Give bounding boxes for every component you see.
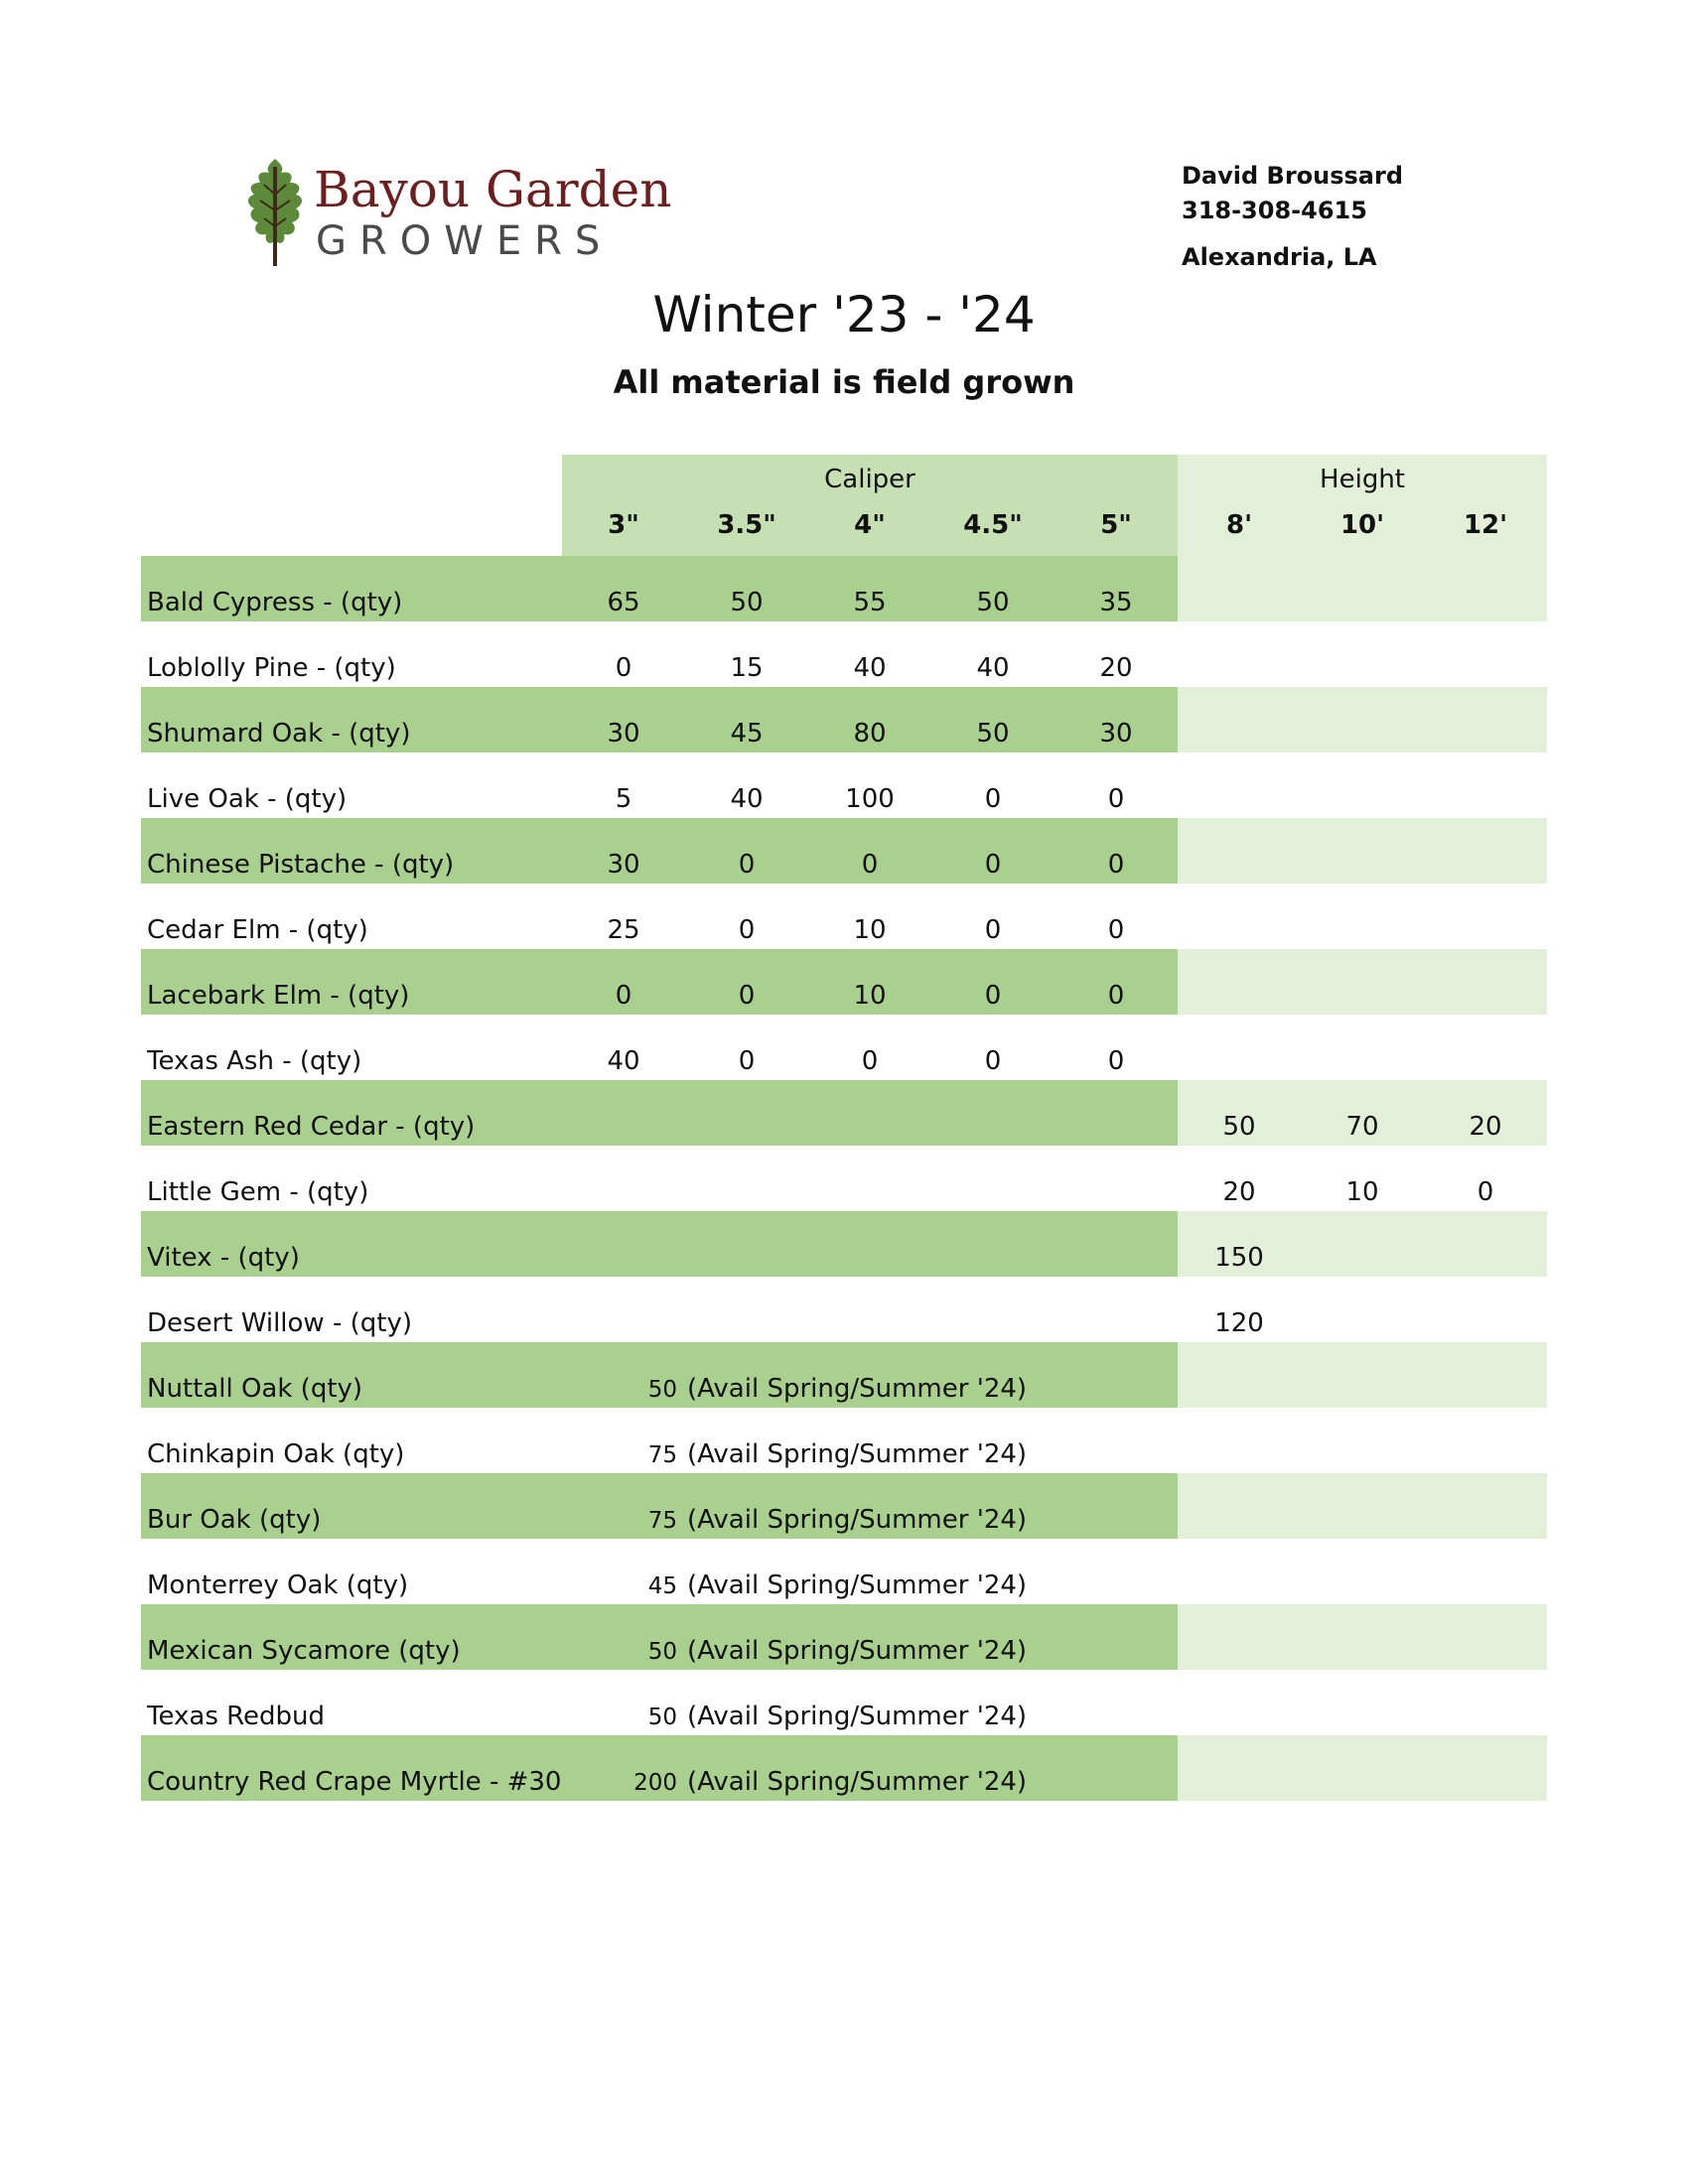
caliper-qty	[685, 1211, 808, 1277]
availability-row	[141, 1408, 1547, 1473]
plant-name: Lacebark Elm - (qty)	[141, 949, 562, 1015]
contact-name: David Broussard	[1182, 162, 1404, 190]
height-qty	[1178, 556, 1301, 621]
plant-name: Monterrey Oak (qty)	[147, 1570, 409, 1600]
plant-name: Nuttall Oak (qty)	[141, 1342, 562, 1408]
caliper-qty	[1055, 1146, 1178, 1211]
availability-row	[141, 1735, 1547, 1801]
height-qty: 70	[1301, 1080, 1424, 1146]
height-qty	[1301, 818, 1424, 884]
caliper-group-label: Caliper	[562, 455, 1178, 494]
caliper-qty: 65	[562, 556, 685, 621]
caliper-qty	[808, 1277, 931, 1342]
caliper-qty	[562, 1080, 685, 1146]
caliper-qty: 30	[562, 687, 685, 752]
availability-qty: 75	[647, 1508, 677, 1534]
caliper-qty	[562, 1146, 685, 1211]
caliper-qty: 5	[615, 784, 633, 814]
availability-note: (Avail Spring/Summer '24)	[687, 1767, 1028, 1797]
table-row	[141, 752, 1547, 818]
table-row	[141, 621, 1547, 687]
height-qty	[1424, 556, 1547, 621]
empty-height-cell	[1178, 1408, 1547, 1473]
empty-height-cell	[1178, 1473, 1547, 1539]
caliper-size-header: 3"	[562, 494, 685, 556]
caliper-qty	[808, 1146, 931, 1211]
caliper-qty: 0	[562, 949, 685, 1015]
availability-note: (Avail Spring/Summer '24)	[687, 1702, 1028, 1731]
company-logo	[242, 155, 672, 274]
plant-name: Eastern Red Cedar - (qty)	[141, 1080, 562, 1146]
caliper-qty: 0	[984, 915, 1002, 945]
height-qty	[1301, 1015, 1424, 1080]
height-qty	[1424, 884, 1547, 949]
table-row	[141, 884, 1547, 949]
contact-location: Alexandria, LA	[1182, 243, 1377, 271]
caliper-qty	[685, 1277, 808, 1342]
availability-qty: 200	[633, 1770, 677, 1796]
availability-qty: 50	[647, 1377, 677, 1403]
empty-height-cell	[1178, 1539, 1547, 1604]
availability-cell	[562, 1604, 1178, 1670]
table-row	[141, 818, 1547, 884]
availability-cell	[562, 1342, 1178, 1408]
caliper-qty: 0	[1107, 784, 1125, 814]
plant-name: Shumard Oak - (qty)	[141, 687, 562, 752]
table-row	[141, 687, 1547, 752]
caliper-qty	[685, 1080, 808, 1146]
plant-name: Chinese Pistache - (qty)	[141, 818, 562, 884]
caliper-qty: 0	[931, 818, 1055, 884]
empty-height-cell	[1178, 1342, 1547, 1408]
empty-height-cell	[1178, 1604, 1547, 1670]
availability-note: (Avail Spring/Summer '24)	[687, 1505, 1028, 1535]
height-qty: 50	[1178, 1080, 1301, 1146]
availability-note: (Avail Spring/Summer '24)	[687, 1439, 1028, 1469]
availability-qty: 50	[647, 1639, 677, 1665]
plant-name: Little Gem - (qty)	[147, 1177, 369, 1207]
caliper-qty: 40	[853, 653, 887, 683]
height-qty	[1301, 556, 1424, 621]
plant-name: Live Oak - (qty)	[147, 784, 348, 814]
availability-row	[141, 1604, 1547, 1670]
plant-name: Loblolly Pine - (qty)	[147, 653, 396, 683]
caliper-qty: 80	[808, 687, 931, 752]
empty-height-cell	[1178, 1670, 1547, 1735]
height-qty	[1301, 687, 1424, 752]
plant-name: Texas Ash - (qty)	[147, 1046, 362, 1076]
table-row	[141, 1146, 1547, 1211]
caliper-qty	[1055, 1080, 1178, 1146]
height-qty	[1178, 818, 1301, 884]
height-size-header: 8'	[1178, 494, 1301, 556]
height-qty	[1424, 949, 1547, 1015]
caliper-qty: 10	[808, 949, 931, 1015]
caliper-qty: 0	[738, 915, 756, 945]
height-qty: 150	[1178, 1211, 1301, 1277]
caliper-qty	[1055, 1277, 1178, 1342]
plant-name: Desert Willow - (qty)	[147, 1308, 412, 1338]
caliper-qty: 0	[1055, 949, 1178, 1015]
availability-note: (Avail Spring/Summer '24)	[687, 1636, 1028, 1666]
inventory-table	[141, 455, 1547, 1801]
caliper-qty: 0	[685, 818, 808, 884]
height-qty	[1301, 1211, 1424, 1277]
group-header-row	[141, 455, 1547, 494]
availability-qty: 75	[647, 1442, 677, 1468]
availability-cell	[562, 1539, 1178, 1604]
height-qty	[1424, 752, 1547, 818]
height-size-header: 12'	[1424, 494, 1547, 556]
table-row	[141, 556, 1547, 621]
height-qty: 0	[1477, 1177, 1494, 1207]
leaf-icon	[242, 155, 308, 270]
caliper-size-header: 5"	[1055, 494, 1178, 556]
contact-phone: 318-308-4615	[1182, 197, 1367, 224]
caliper-size-header: 3.5"	[685, 494, 808, 556]
availability-row	[141, 1670, 1547, 1735]
height-qty	[1424, 621, 1547, 687]
caliper-qty: 0	[984, 784, 1002, 814]
availability-qty: 45	[647, 1573, 677, 1599]
page-title: Winter '23 - '24	[652, 286, 1036, 343]
contact-block	[1182, 159, 1403, 275]
caliper-qty: 20	[1099, 653, 1133, 683]
height-qty	[1178, 752, 1301, 818]
caliper-qty: 15	[730, 653, 764, 683]
caliper-size-header: 4.5"	[931, 494, 1055, 556]
height-qty	[1178, 884, 1301, 949]
height-qty	[1178, 621, 1301, 687]
table-row	[141, 1277, 1547, 1342]
caliper-qty	[931, 1211, 1055, 1277]
availability-cell	[562, 1735, 1178, 1801]
caliper-qty: 0	[808, 818, 931, 884]
height-qty: 20	[1424, 1080, 1547, 1146]
plant-name: Chinkapin Oak (qty)	[147, 1439, 405, 1469]
plant-name: Country Red Crape Myrtle - #30	[141, 1735, 562, 1801]
caliper-qty: 40	[976, 653, 1010, 683]
table-row	[141, 949, 1547, 1015]
height-group-label: Height	[1178, 455, 1547, 494]
table-row	[141, 1211, 1547, 1277]
caliper-qty	[685, 1146, 808, 1211]
caliper-qty: 55	[808, 556, 931, 621]
height-qty	[1424, 1015, 1547, 1080]
caliper-qty: 0	[738, 1046, 756, 1076]
caliper-size-header: 4"	[808, 494, 931, 556]
caliper-qty: 100	[845, 784, 895, 814]
caliper-qty: 25	[607, 915, 640, 945]
table-row	[141, 1015, 1547, 1080]
caliper-qty: 0	[931, 949, 1055, 1015]
caliper-qty	[808, 1080, 931, 1146]
size-header-row	[141, 494, 1547, 556]
caliper-qty: 30	[562, 818, 685, 884]
plant-name: Cedar Elm - (qty)	[147, 915, 368, 945]
company-name-line1: Bayou Garden	[314, 161, 672, 218]
caliper-qty: 50	[931, 687, 1055, 752]
availability-row	[141, 1539, 1547, 1604]
plant-name: Texas Redbud	[147, 1702, 326, 1731]
plant-name: Mexican Sycamore (qty)	[141, 1604, 562, 1670]
caliper-qty: 50	[931, 556, 1055, 621]
availability-note: (Avail Spring/Summer '24)	[687, 1570, 1028, 1600]
height-qty: 10	[1345, 1177, 1379, 1207]
availability-row	[141, 1473, 1547, 1539]
height-qty	[1301, 949, 1424, 1015]
height-qty	[1301, 752, 1424, 818]
availability-qty: 50	[647, 1705, 677, 1730]
table-row	[141, 1080, 1547, 1146]
height-qty	[1424, 1211, 1547, 1277]
caliper-qty: 50	[685, 556, 808, 621]
caliper-qty	[931, 1277, 1055, 1342]
caliper-qty: 40	[730, 784, 764, 814]
caliper-qty	[931, 1146, 1055, 1211]
height-qty	[1301, 884, 1424, 949]
company-name-line2: GROWERS	[316, 218, 614, 264]
height-qty	[1424, 1277, 1547, 1342]
height-size-header: 10'	[1301, 494, 1424, 556]
caliper-qty: 0	[615, 653, 633, 683]
caliper-qty: 35	[1055, 556, 1178, 621]
caliper-qty: 40	[607, 1046, 640, 1076]
caliper-qty	[562, 1211, 685, 1277]
height-qty	[1178, 687, 1301, 752]
caliper-qty: 0	[1107, 915, 1125, 945]
height-qty	[1178, 1015, 1301, 1080]
height-qty	[1424, 818, 1547, 884]
height-qty	[1424, 687, 1547, 752]
plant-name: Bald Cypress - (qty)	[141, 556, 562, 621]
caliper-qty	[808, 1211, 931, 1277]
availability-note: (Avail Spring/Summer '24)	[687, 1374, 1028, 1404]
height-qty	[1301, 621, 1424, 687]
caliper-qty: 10	[853, 915, 887, 945]
caliper-qty	[1055, 1211, 1178, 1277]
plant-name: Bur Oak (qty)	[141, 1473, 562, 1539]
height-qty	[1301, 1277, 1424, 1342]
caliper-qty: 0	[984, 1046, 1002, 1076]
height-qty: 120	[1214, 1308, 1264, 1338]
caliper-qty: 0	[1055, 818, 1178, 884]
caliper-qty	[562, 1277, 685, 1342]
availability-cell	[562, 1473, 1178, 1539]
availability-row	[141, 1342, 1547, 1408]
availability-cell	[562, 1670, 1178, 1735]
caliper-qty: 0	[685, 949, 808, 1015]
caliper-qty: 30	[1055, 687, 1178, 752]
caliper-qty	[931, 1080, 1055, 1146]
empty-height-cell	[1178, 1735, 1547, 1801]
inventory-table-body	[141, 556, 1547, 1801]
caliper-qty: 45	[685, 687, 808, 752]
height-qty	[1178, 949, 1301, 1015]
availability-cell	[562, 1408, 1178, 1473]
plant-name: Vitex - (qty)	[141, 1211, 562, 1277]
page-subtitle: All material is field grown	[613, 363, 1075, 401]
height-qty: 20	[1222, 1177, 1256, 1207]
caliper-qty: 0	[1107, 1046, 1125, 1076]
caliper-qty: 0	[861, 1046, 879, 1076]
